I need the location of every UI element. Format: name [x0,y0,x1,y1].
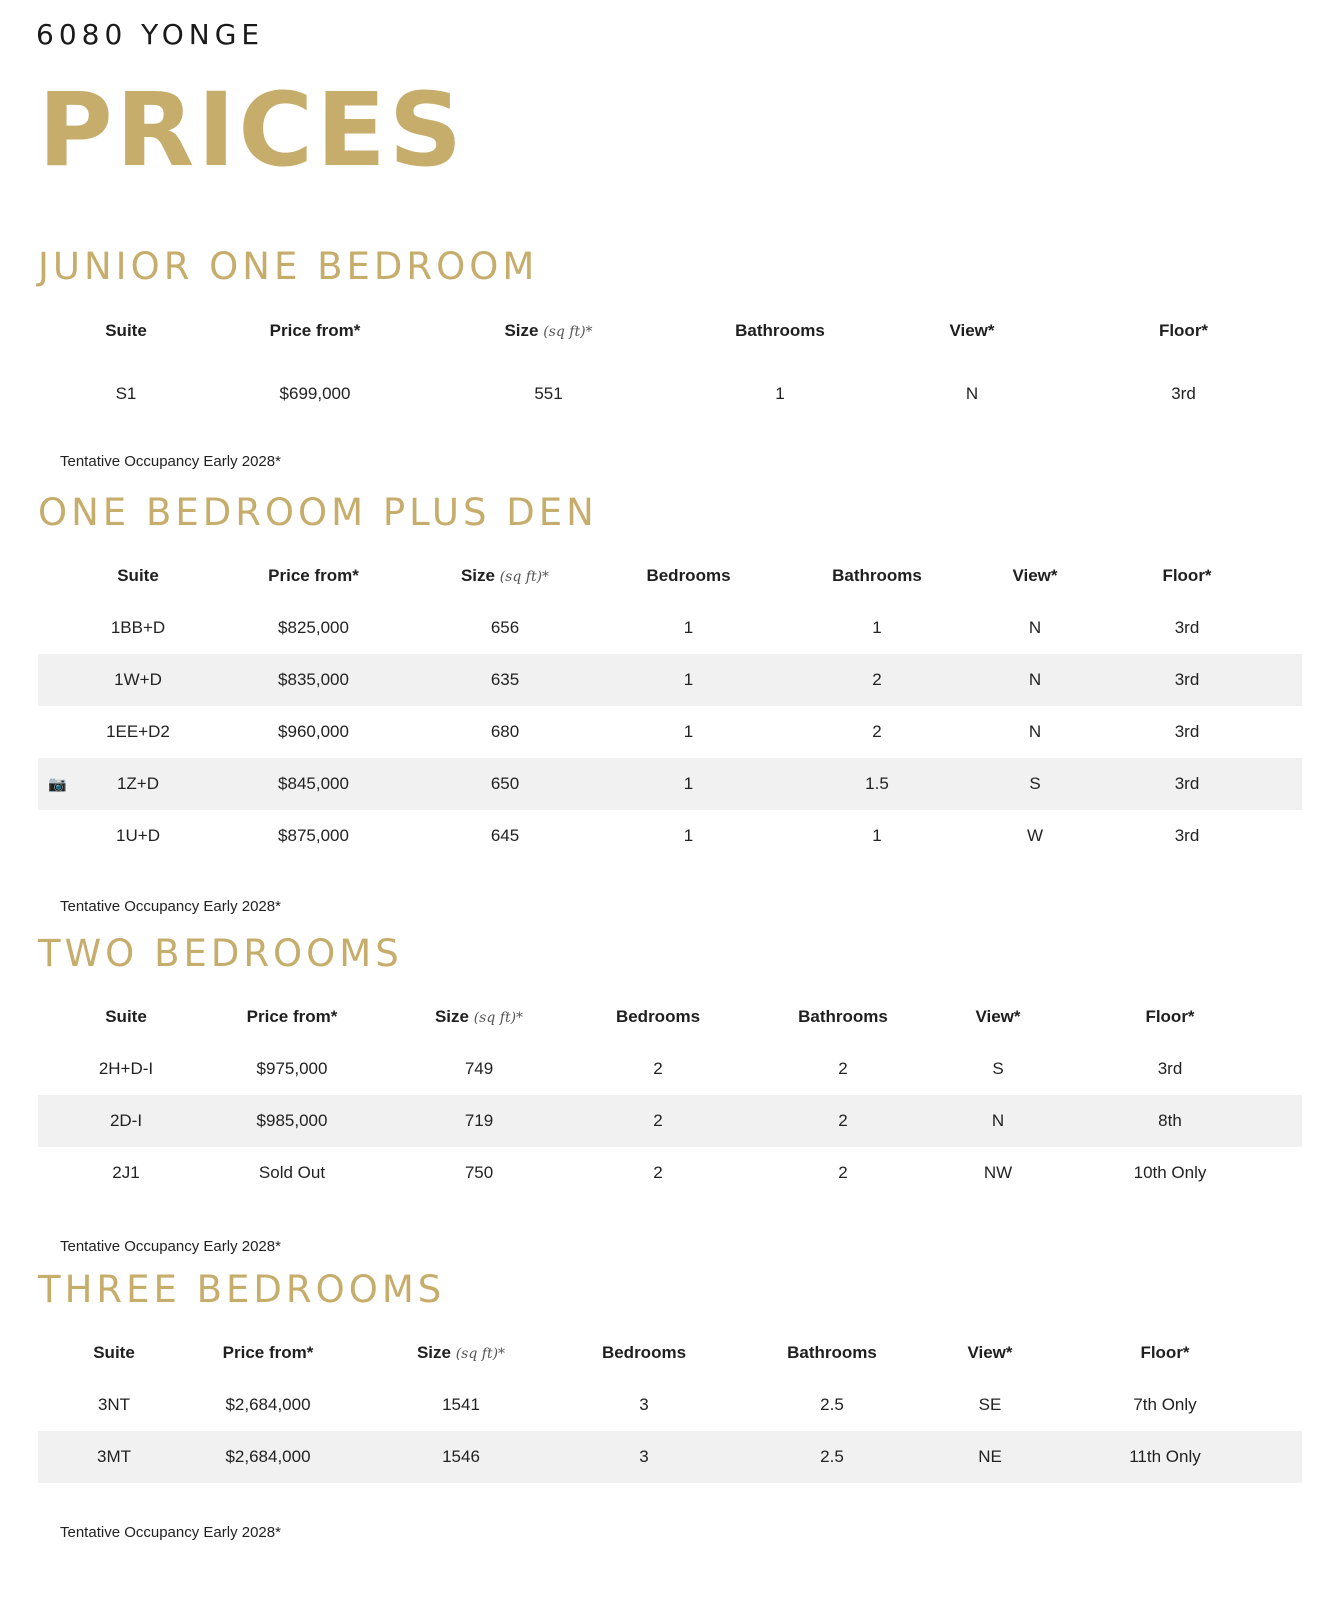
section-title-junior-one-bedroom: JUNIOR ONE BEDROOM [38,245,539,288]
size-cell: 680 [490,722,520,741]
table-row [38,1431,1302,1483]
floor-cell: 3rd [1171,384,1196,403]
column-header: Suite [105,1007,147,1026]
view-cell: N [998,654,1072,706]
view-cell: S [998,758,1072,810]
column-header: Price from* [246,1007,338,1026]
size-cell: 719 [370,1095,588,1147]
table-row [38,1043,1302,1095]
price-cell: $2,684,000 [190,1431,346,1483]
price-table-three-bedrooms [38,1327,1302,1483]
table-row [38,1379,1302,1431]
table-row [38,1147,1302,1199]
bedrooms-cell: 1 [683,618,694,637]
table-row [38,758,1302,810]
floor-cell: 11th Only [1028,1431,1302,1483]
bedrooms-cell: 3 [639,1395,649,1414]
table-row [38,602,1302,654]
price-table-one-bedroom-plus-den [38,550,1302,862]
size-cell: 656 [490,618,520,637]
suite-cell: 3MT [38,1431,190,1483]
bedrooms-cell: 1 [621,654,756,706]
suite-cell: 2D-I [38,1095,214,1147]
bathrooms-cell: 2 [872,722,882,741]
bathrooms-cell: 2.5 [712,1431,952,1483]
occupancy-note: Tentative Occupancy Early 2028* [60,1238,281,1255]
table-row [38,357,1302,431]
bedrooms-cell: 2 [653,1163,663,1182]
sold-out-status: Sold Out [258,1163,326,1182]
view-cell: N [1028,618,1042,637]
occupancy-note: Tentative Occupancy Early 2028* [60,898,281,915]
bathrooms-cell: 2 [756,654,998,706]
column-header: Suite [105,321,147,340]
bathrooms-cell: 2.5 [820,1395,844,1414]
column-header: Bathrooms [798,1007,888,1026]
size-cell: 551 [534,384,563,403]
column-header: View* [1012,566,1058,585]
table-header-row [38,305,1302,357]
floor-cell: 7th Only [1133,1395,1197,1414]
column-header: Floor* [1158,321,1209,340]
floor-cell: 3rd [1072,758,1302,810]
column-header: Price from* [269,321,361,340]
column-header: Floor* [1140,1343,1190,1362]
table-header-row [38,1327,1302,1379]
column-header: Suite [117,566,159,585]
page-title: PRICES [38,71,466,190]
price-cell: $975,000 [256,1059,328,1078]
view-cell: N [1028,722,1042,741]
column-header: View* [949,321,995,340]
size-cell: 635 [389,654,621,706]
size-cell: 650 [389,758,621,810]
floor-cell: 3rd [1174,722,1200,741]
floor-cell: 10th Only [1133,1163,1207,1182]
column-header: Bathrooms [832,566,922,585]
table-row [38,810,1302,862]
floor-cell: 3rd [1072,654,1302,706]
column-header: Size (sq ft)* [434,1007,524,1026]
bathrooms-cell: 1 [872,826,882,845]
view-cell: NE [952,1431,1028,1483]
view-cell: N [965,384,979,403]
floor-cell: 3rd [1157,1059,1183,1078]
occupancy-note: Tentative Occupancy Early 2028* [60,1524,281,1541]
section-title-three-bedrooms: THREE BEDROOMS [38,1268,446,1311]
column-header: Bedrooms [615,1007,701,1026]
price-cell: $985,000 [214,1095,370,1147]
view-cell: W [1026,826,1044,845]
price-cell: $825,000 [278,618,349,637]
view-cell: NW [983,1163,1013,1182]
column-header: Size (sq ft)* [460,566,550,585]
suite-cell: S1 [115,384,137,403]
suite-cell: 2J1 [112,1163,140,1182]
floor-cell: 3rd [1174,826,1200,845]
column-header: View* [967,1343,1013,1362]
suite-cell: 1U+D [116,826,160,845]
price-cell: $2,684,000 [225,1395,311,1414]
price-table-two-bedrooms [38,991,1302,1199]
suite-label: 1Z+D [116,774,160,793]
suite-cell [38,758,238,810]
column-header: Bathrooms [735,321,825,340]
column-header: Floor* [1145,1007,1195,1026]
column-header: Bedrooms [601,1343,687,1362]
floor-cell: 8th [1038,1095,1302,1147]
bathrooms-cell: 2 [838,1163,848,1182]
column-header: Price from* [222,1343,314,1362]
view-cell: N [958,1095,1038,1147]
price-cell: $960,000 [278,722,349,741]
table-row [38,1095,1302,1147]
camera-icon[interactable]: 📷 [48,776,67,793]
bathrooms-cell: 1 [872,618,882,637]
table-header-row [38,991,1302,1043]
bedrooms-cell: 1 [683,722,694,741]
bedrooms-cell: 2 [588,1095,728,1147]
bedrooms-cell: 2 [653,1059,663,1078]
suite-cell: 1EE+D2 [106,722,170,741]
size-cell: 1546 [346,1431,576,1483]
size-cell: 749 [464,1059,494,1078]
column-header: Size (sq ft)* [504,321,593,340]
price-cell: $845,000 [238,758,389,810]
table-header-row [38,550,1302,602]
section-title-two-bedrooms: TWO BEDROOMS [38,932,403,975]
table-row [38,654,1302,706]
view-cell: SE [978,1395,1002,1414]
suite-cell: 2H+D-I [98,1059,154,1078]
bedrooms-cell: 1 [683,826,694,845]
floor-cell: 3rd [1174,618,1200,637]
suite-cell: 1BB+D [110,618,166,637]
occupancy-note: Tentative Occupancy Early 2028* [60,453,281,470]
bathrooms-cell: 2 [728,1095,958,1147]
column-header: Bedrooms [646,566,731,585]
size-cell: 645 [490,826,520,845]
table-row [38,706,1302,758]
suite-cell: 3NT [97,1395,131,1414]
view-cell: S [992,1059,1004,1078]
bathrooms-cell: 1.5 [756,758,998,810]
column-header: Floor* [1162,566,1212,585]
section-title-one-bedroom-plus-den: ONE BEDROOM PLUS DEN [38,491,598,534]
bedrooms-cell: 1 [621,758,756,810]
column-header: Size (sq ft)* [416,1343,506,1362]
brand-name: 6080 YONGE [36,18,265,51]
price-cell: $875,000 [278,826,349,845]
price-cell: $699,000 [279,384,351,403]
price-table-junior-one-bedroom [38,305,1302,431]
price-cell: $835,000 [238,654,389,706]
suite-cell: 1W+D [38,654,238,706]
column-header: View* [975,1007,1021,1026]
size-cell: 750 [464,1163,494,1182]
size-cell: 1541 [442,1395,480,1414]
bedrooms-cell: 3 [576,1431,712,1483]
column-header: Price from* [268,566,359,585]
column-header: Suite [93,1343,135,1362]
bathrooms-cell: 2 [838,1059,848,1078]
column-header: Bathrooms [787,1343,877,1362]
bathrooms-cell: 1 [775,384,785,403]
